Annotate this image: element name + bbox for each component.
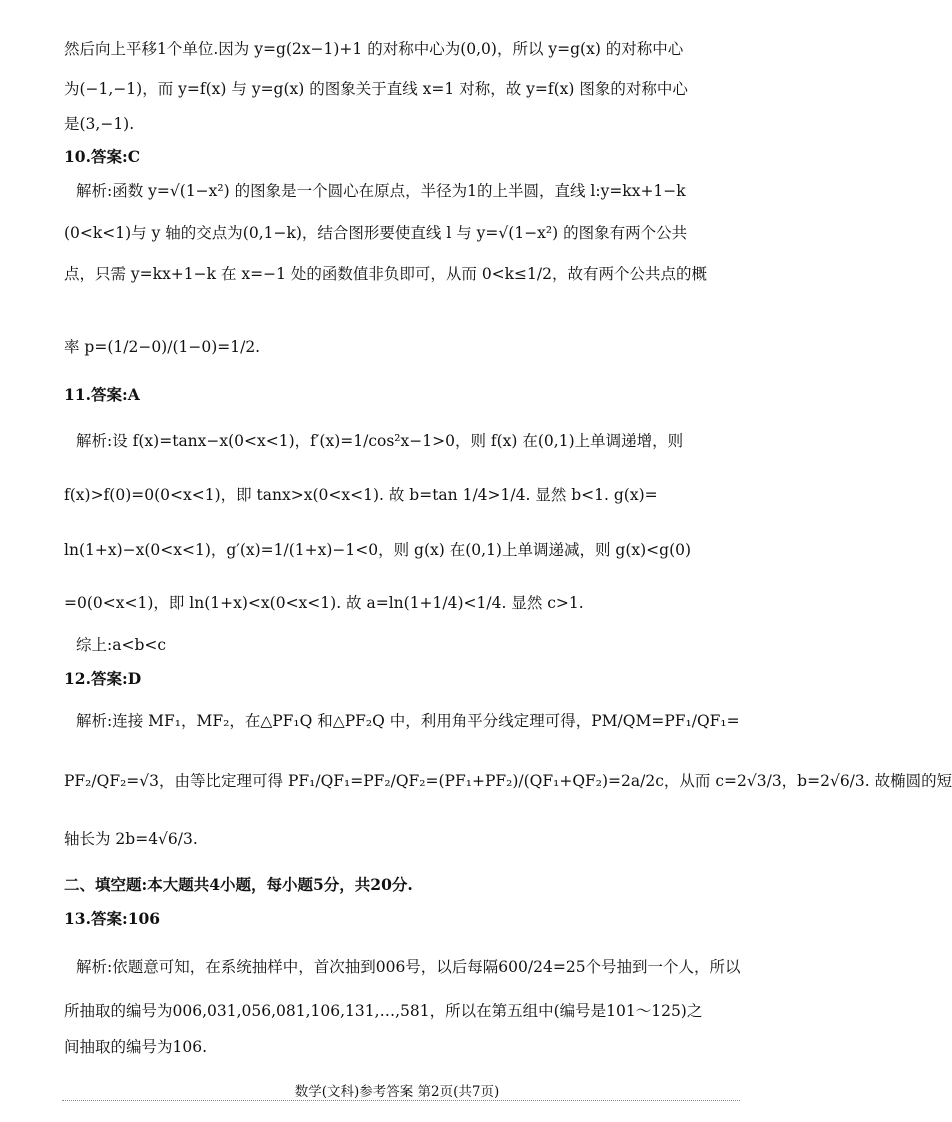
text-line: 点，只需 y=kx+1−k 在 x=−1 处的函数值非负即可，从而 0<k≤1/2，故有两个公共点的概: [64, 265, 707, 283]
text-line: 综上:a<b<c: [76, 636, 167, 654]
text-line: 间抽取的编号为106.: [64, 1038, 208, 1056]
text-line: 为(−1,−1)，而 y=f(x) 与 y=g(x) 的图象关于直线 x=1 对称，故 y=f(x) 图象的对称中心: [64, 80, 688, 98]
text-line: PF₂/QF₂=√3，由等比定理可得 PF₁/QF₁=PF₂/QF₂=(PF₁+PF₂)/(QF₁+QF₂)=2a/2c，从而 c=2√3/3，b=2√6/3. 故椭圆的短: [64, 772, 952, 790]
answer-heading-10: 10.答案:C: [64, 147, 141, 166]
text-line: (0<k<1)与 y 轴的交点为(0,1−k)，结合图形要使直线 l 与 y=√(1−x²) 的图象有两个公共: [64, 224, 688, 242]
text-line: 率 p=(1/2−0)/(1−0)=1/2.: [64, 338, 261, 356]
footer-divider: [62, 1100, 740, 1101]
text-line: 解析:依题意可知，在系统抽样中，首次抽到006号，以后每隔600/24=25个号抽到一个人，所以: [76, 958, 741, 976]
answer-heading-13: 13.答案:106: [64, 909, 161, 928]
text-line: f(x)>f(0)=0(0<x<1)，即 tanx>x(0<x<1). 故 b=tan 1/4>1/4. 显然 b<1. g(x)=: [64, 486, 658, 504]
answer-heading-11: 11.答案:A: [64, 385, 140, 404]
text-line: 然后向上平移1个单位.因为 y=g(2x−1)+1 的对称中心为(0,0)，所以 y=g(x) 的对称中心: [64, 40, 684, 58]
answer-heading-12: 12.答案:D: [64, 669, 142, 688]
text-line: 解析:连接 MF₁，MF₂，在△PF₁Q 和△PF₂Q 中，利用角平分线定理可得，PM/QM=PF₁/QF₁=: [76, 712, 740, 730]
text-line: =0(0<x<1)，即 ln(1+x)<x(0<x<1). 故 a=ln(1+1/4)<1/4. 显然 c>1.: [64, 594, 584, 612]
text-line: 所抽取的编号为006,031,056,081,106,131,…,581，所以在第五组中(编号是101～125)之: [64, 1002, 703, 1020]
text-line: 解析:设 f(x)=tanx−x(0<x<1)，f′(x)=1/cos²x−1>0，则 f(x) 在(0,1)上单调递增，则: [76, 432, 684, 450]
text-line: ln(1+x)−x(0<x<1)，g′(x)=1/(1+x)−1<0，则 g(x) 在(0,1)上单调递减，则 g(x)<g(0): [64, 541, 692, 559]
text-line: 是(3,−1).: [64, 115, 135, 133]
text-line: 解析:函数 y=√(1−x²) 的图象是一个圆心在原点，半径为1的上半圆，直线 l:y=kx+1−k: [76, 182, 686, 200]
section-heading: 二、填空题:本大题共4小题，每小题5分，共20分.: [64, 875, 413, 894]
text-line: 轴长为 2b=4√6/3.: [64, 830, 198, 848]
page-footer: 数学(文科)参考答案 第2页(共7页): [294, 1084, 500, 1100]
